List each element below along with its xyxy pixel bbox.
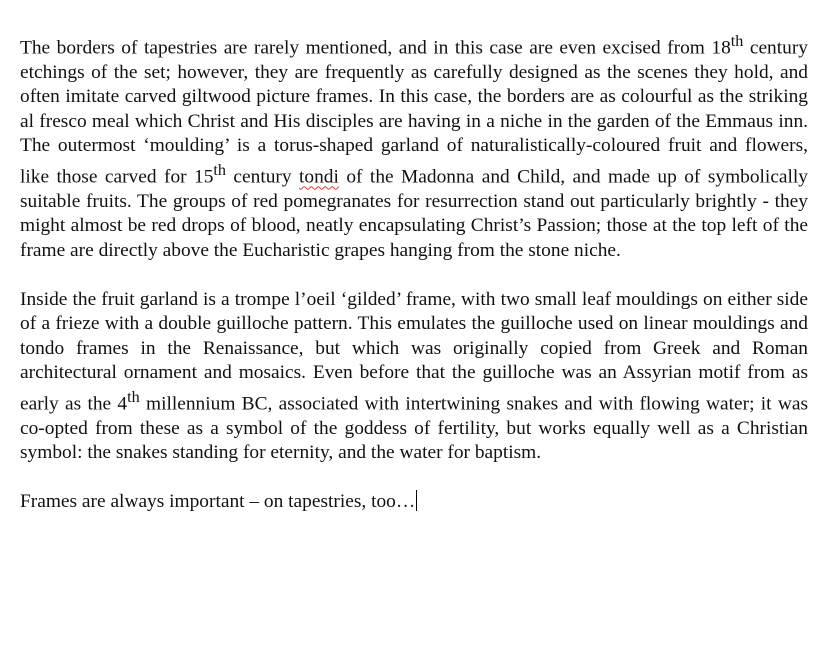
paragraph-2 (20, 288, 808, 466)
document-body[interactable] (20, 30, 808, 515)
run: century etchings of the set; however, they are frequently as carefully designed as the scenes they hold, and often imitate carved giltwood picture frames. In this case, the borders are as colourful as the striking al fresco meal which Christ and His disciples are having in a niche in the garden of the Emmaus inn. The outermost ‘moulding’ is a torus-shaped garland of naturalistically-coloured fruit and flowers, like those carved for 15 (20, 37, 808, 188)
run: Frames are always important – on tapestries, too… (20, 491, 416, 513)
run: millennium BC, associated with intertwining snakes and with flowing water; it was co-opted from these as a symbol of the goddess of fertility, but works equally well as a Christian symbol: the snakes standing for eternity, and the water for baptism. (20, 393, 808, 464)
run: century (226, 166, 300, 188)
run: of the Madonna and Child, and made up of symbolically suitable fruits. The groups of red pomegranates for resurrection stand out particularly brightly - they might almost be red drops of blood, neatly encapsulating Christ’s Passion; those at the top left of the frame are directly above the Eucharistic grapes hanging from the stone niche. (20, 166, 808, 261)
run: Inside the fruit garland is a trompe l’oeil ‘gilded’ frame, with two small leaf mouldings on either side of a frieze with a double guilloche pattern. This emulates the guilloche used on linear mouldings and tondo frames in the Renaissance, but which was originally copied from Greek and Roman architectural ornament and mosaics. Even before that the guilloche was an Assyrian motif from as early as the 4 (20, 288, 808, 415)
paragraph-3 (20, 490, 808, 515)
text-cursor (416, 490, 417, 511)
superscript-ordinal: th (213, 161, 226, 179)
paragraph-1 (20, 30, 808, 263)
spelling-flagged-word[interactable]: tondi (299, 166, 339, 188)
run: The borders of tapestries are rarely mentioned, and in this case are even excised from 18 (20, 37, 731, 59)
superscript-ordinal: th (127, 388, 140, 406)
superscript-ordinal: th (730, 33, 744, 50)
